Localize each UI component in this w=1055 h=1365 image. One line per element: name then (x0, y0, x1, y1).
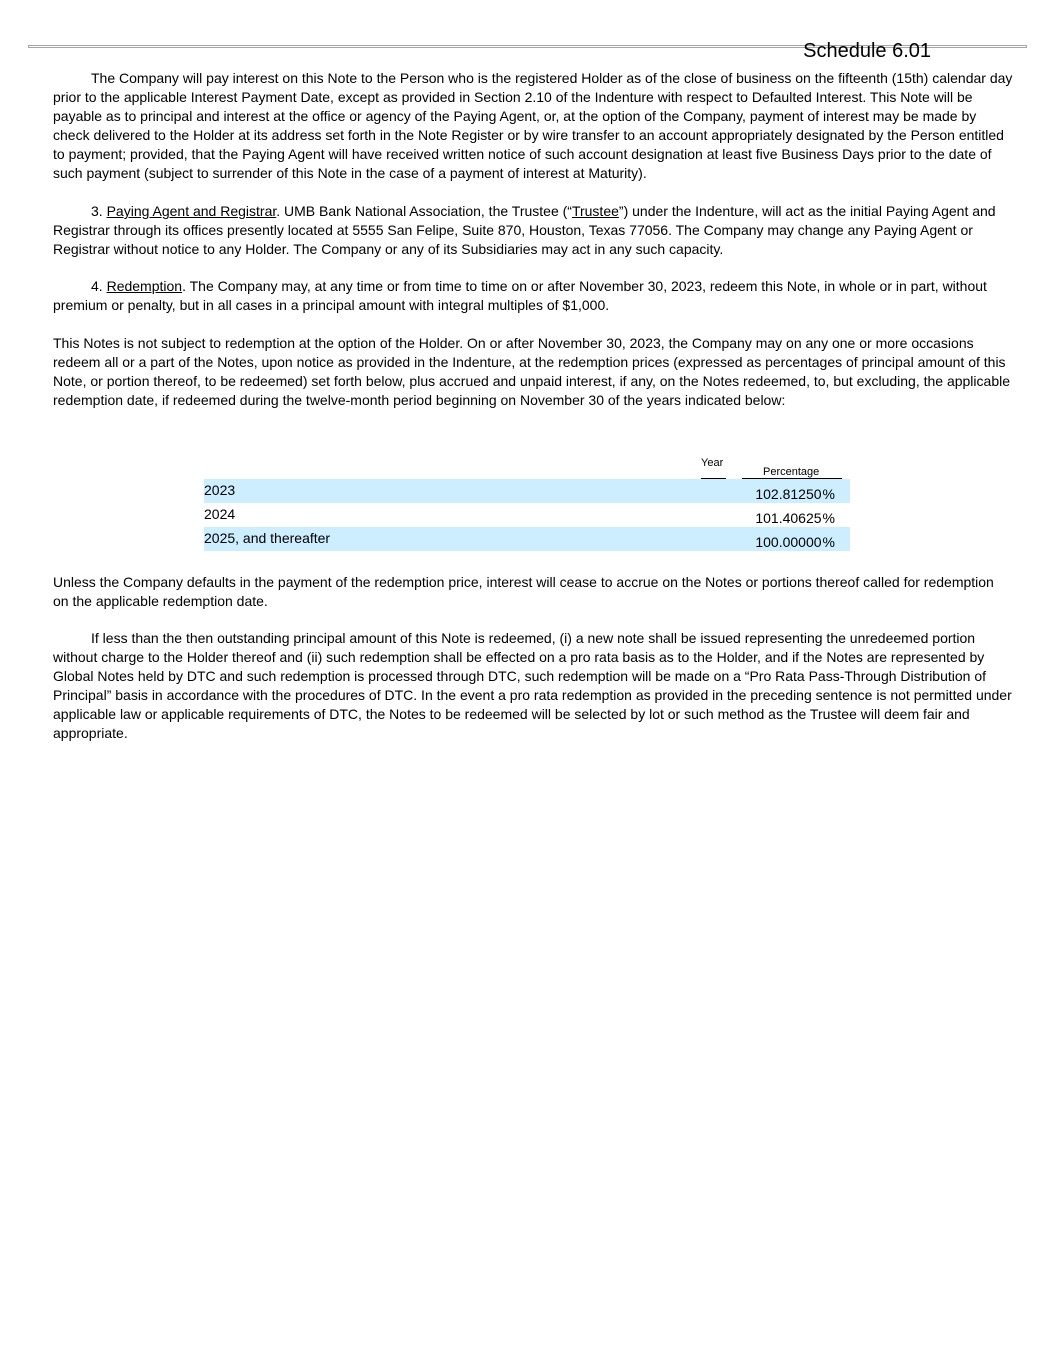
percentage-value: 101.40625 (755, 510, 822, 526)
paragraph-partial-redemption: If less than the then outstanding principal amount of this Note is redeemed, (i) a new note shall be issued representing the unredeemed portion without charge to the Holder thereof and (ii) such redemption shall be effected on a pro rata basis as to the Holder, and if the Notes are represented by Global Notes held by DTC and such redemption is processed through DTC, such redemption will be made on a “Pro Rata Pass-Through Distribution of Principal” basis in accordance with the procedures of DTC. In the event a pro rata redemption as provided in the preceding sentence is not permitted under applicable law or applicable requirements of DTC, the Notes to be redeemed will be selected by lot or such method as the Trustee will deem fair and appropriate. (53, 630, 1012, 741)
table-row (204, 527, 850, 551)
table-row (204, 503, 850, 527)
section-number: 3. (91, 203, 107, 219)
paragraph-optional-redemption: This Notes is not subject to redemption at the option of the Holder. On or after November 30, 2023, the Company may on any one or more occasions redeem all or a part of the Notes, upon notice as provided in the Indenture, at the redemption prices (expressed as percentages of principal amount of this Note, or portion thereof, to be redeemed) set forth below, plus accrued and unpaid interest, if any, on the Notes redeemed, to, but excluding, the applicable redemption date, if redeemed during the twelve-month period beginning on November 30 of the years indicated below: (53, 335, 1010, 408)
percent-sign: % (822, 510, 835, 526)
section-number: 4. (91, 278, 107, 294)
percentage-value: 100.00000 (755, 534, 822, 550)
table-row (204, 479, 850, 503)
percentage-cell (755, 509, 835, 528)
paragraph-text: . The Company may, at any time or from time to time on or after November 30, 2023, redeem this Note, in whole or in part, without premium or penalty, but in all cases in a principal amount with integral multiples of $1,000. (53, 278, 987, 313)
defined-term-trustee: Trustee (571, 203, 619, 219)
paragraph-cease-interest: Unless the Company defaults in the payment of the redemption price, interest will cease to accrue on the Notes or portions thereof called for redemption on the applicable redemption date. (53, 574, 994, 609)
paragraph-text: ”) under the Indenture, will act as the initial Paying Agent and Registrar through its offices presently located at 5555 San Felipe, Suite 870, Houston, Texas 77056. The Company may change any Paying Agent or Registrar without notice to any Holder. The Company or any of its Subsidiaries may act in any such capacity. (53, 203, 996, 257)
year-cell: 2025, and thereafter (204, 530, 331, 546)
column-header-year: Year (701, 457, 724, 469)
column-header-percentage: Percentage (763, 466, 820, 478)
schedule-label: Schedule 6.01 (803, 40, 931, 62)
paragraph-redemption (53, 277, 1013, 315)
year-cell: 2024 (204, 506, 236, 522)
section-heading-redemption: Redemption (106, 278, 183, 294)
percentage-cell (755, 485, 835, 504)
year-cell: 2023 (204, 482, 236, 498)
percentage-cell (755, 533, 835, 552)
percentage-value: 102.81250 (755, 486, 822, 502)
percent-sign: % (822, 486, 835, 502)
paragraph-text: . UMB Bank National Association, the Trustee (“ (276, 203, 572, 219)
percent-sign: % (822, 534, 835, 550)
paragraph-interest-payment: The Company will pay interest on this Note to the Person who is the registered Holder as of the close of business on the fifteenth (15th) calendar day prior to the applicable Interest Payment Date, except as provided in Section 2.10 of the Indenture with respect to Defaulted Interest. This Note will be payable as to principal and interest at the office or agency of the Paying Agent, or, at the option of the Company, payment of interest may be made by check delivered to the Holder at its address set forth in the Note Register or by wire transfer to an account appropriately designated by the Person entitled to payment; provided, that the Paying Agent will have received written notice of such account designation at least five Business Days prior to the date of such payment (subject to surrender of this Note in the case of a payment of interest at Maturity). (53, 70, 1013, 181)
paragraph-paying-agent (53, 202, 1013, 259)
section-heading-paying-agent: Paying Agent and Registrar (106, 203, 277, 219)
